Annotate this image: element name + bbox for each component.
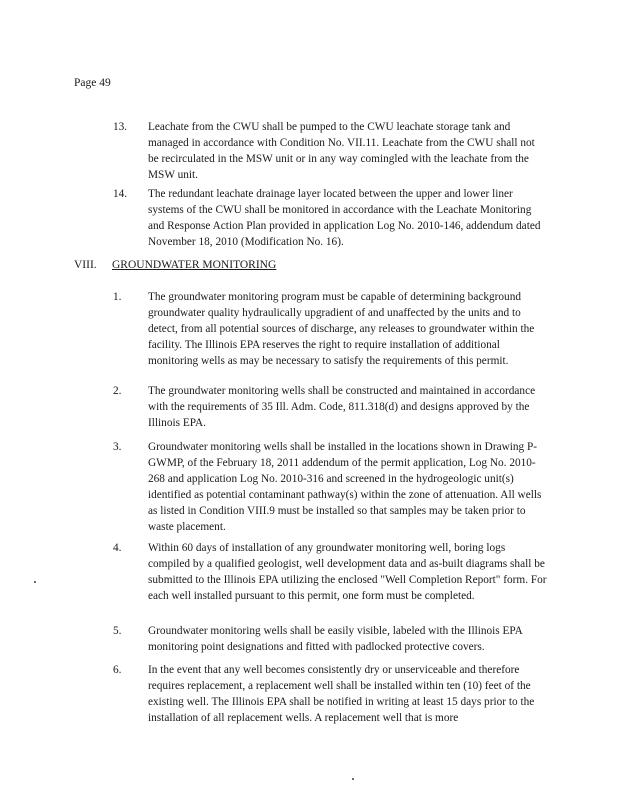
item-number: 5. [113, 625, 122, 637]
item-number: 6. [113, 664, 122, 676]
scan-speck [352, 778, 354, 780]
item-number: 3. [113, 441, 122, 453]
item-text: The groundwater monitoring program must be capable of determining background groundwater quality hydraulically upgradient of and unaffected by the units and to detect, from all potential sources of discharge, any releases to groundwater within the facility. The Illinois EPA reserves the right to require installation of additional monitoring wells as may be necessary to satisfy the requirements of this permit. [148, 291, 535, 367]
item-text: In the event that any well becomes consistently dry or unserviceable and therefore requires replacement, a replacement well shall be installed within ten (10) feet of the existing well. The Illinois EPA shall be notified in writing at least 15 days prior to the installation of all replacement wells. A replacement well that is more [148, 664, 535, 724]
item-number: 14. [113, 188, 128, 200]
section-heading [74, 259, 276, 271]
section-number: VIII. [74, 259, 97, 271]
item-number: 13. [113, 121, 128, 133]
item-text: Leachate from the CWU shall be pumped to the CWU leachate storage tank and managed in accordance with Condition No. VII.11. Leachate from the CWU shall not be recirculated in the MSW unit or in any way comingled with the leachate from the MSW unit. [148, 121, 535, 181]
item-text: Within 60 days of installation of any groundwater monitoring well, boring logs compiled by a qualified geologist, well development data and as-built diagrams shall be submitted to the Illinois EPA utilizing the enclosed "Well Completion Report" form. For each well installed pursuant to this permit, one form must be completed. [148, 542, 547, 602]
item-text: The groundwater monitoring wells shall be constructed and maintained in accordance with the requirements of 35 Ill. Adm. Code, 811.318(d) and designs approved by the Illinois EPA. [148, 385, 536, 429]
item-number: 4. [113, 542, 122, 554]
item-number: 2. [113, 385, 122, 397]
item-text: Groundwater monitoring wells shall be installed in the locations shown in Drawing P-GWMP, of the February 18, 2011 addendum of the permit application, Log No. 2010-268 and application Log No. 2010-316 and screened in the hydrogeologic unit(s) identified as potential contaminant pathway(s) within the zone of attenuation. All wells as listed in Condition VIII.9 must be installed so that samples may be taken prior to waste placement. [148, 441, 542, 533]
scan-speck [34, 581, 36, 583]
section-title: GROUNDWATER MONITORING [112, 259, 277, 271]
item-text: Groundwater monitoring wells shall be easily visible, labeled with the Illinois EPA monitoring point designations and fitted with padlocked protective covers. [148, 625, 523, 653]
page-number: Page 49 [74, 77, 111, 89]
item-text: The redundant leachate drainage layer located between the upper and lower liner systems of the CWU shall be monitored in accordance with the Leachate Monitoring and Response Action Plan provided in application Log No. 2010-146, addendum dated November 18, 2010 (Modification No. 16). [148, 188, 541, 248]
item-number: 1. [113, 291, 122, 303]
